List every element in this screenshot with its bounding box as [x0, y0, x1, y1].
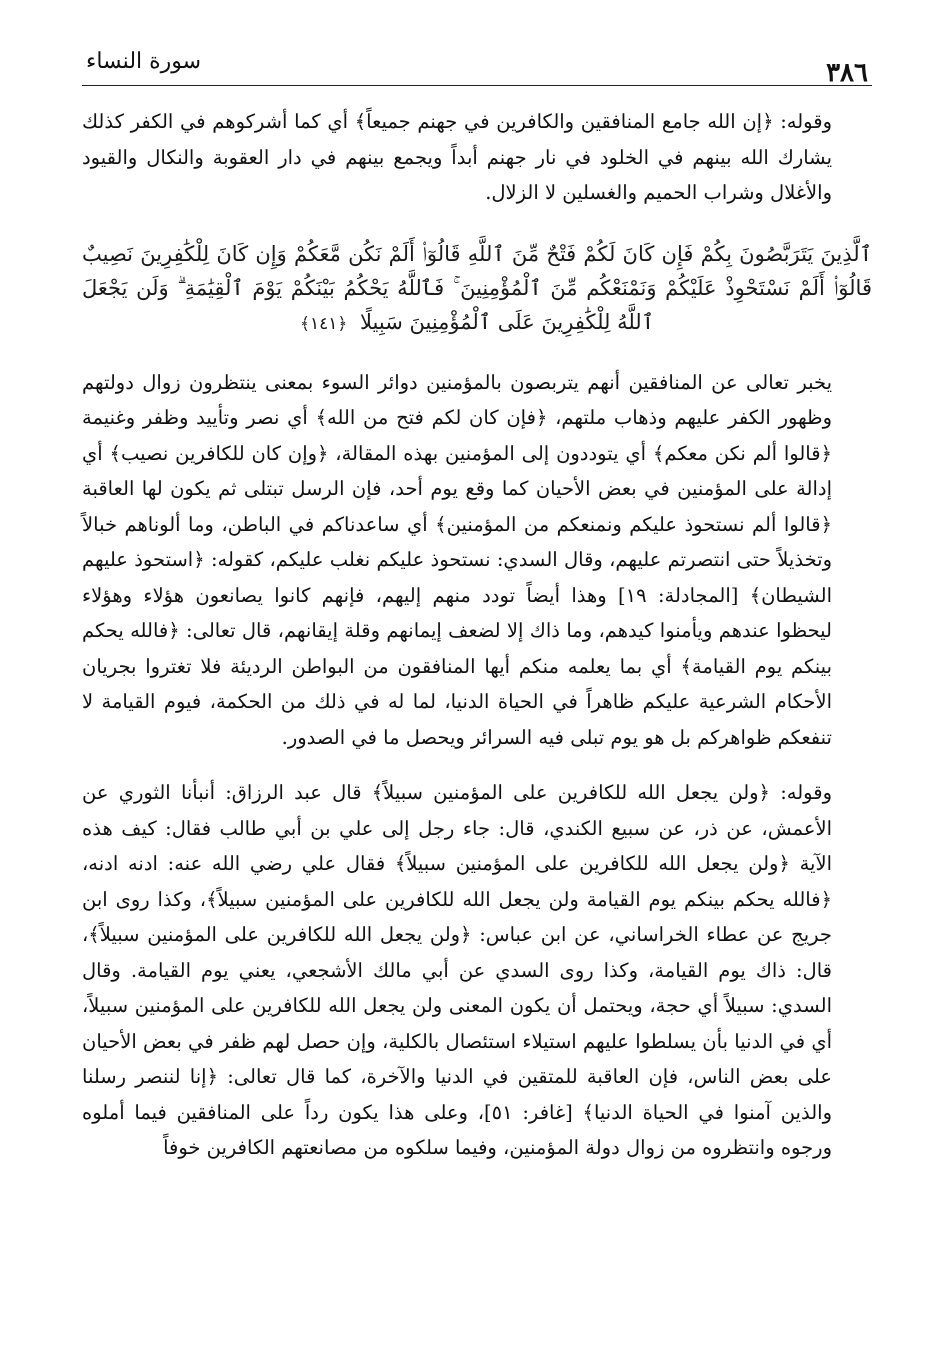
header-divider — [82, 85, 872, 86]
book-page — [82, 40, 872, 1166]
surah-title: سورة النساء — [86, 49, 202, 74]
commentary-paragraph-2: يخبر تعالى عن المنافقين أنهم يتربصون بالمؤمنين دوائر السوء بمعنى ينتظرون زوال دولتهم وظهور الكفر عليهم وذهاب ملتهم، ﴿فإن كان لكم فتح من الله﴾ أي نصر وتأييد وظفر وغنيمة ﴿قالوا ألم نكن معكم﴾ أي يتوددون إلى المؤمنين بهذه المقالة، ﴿وإن كان للكافرين نصيب﴾ أي إدالة على المؤمنين في بعض الأحيان كما وقع يوم أحد، فإن الرسل تبتلى ثم يكون لها العاقبة ﴿قالوا ألم نستحوذ عليكم ونمنعكم من المؤمنين﴾ أي ساعدناكم في الباطن، وما ألوناهم خبالاً وتخذيلاً حتى انتصرتم عليهم، وقال السدي: نستحوذ عليكم نغلب عليكم، كقوله: ﴿استحوذ عليهم الشيطان﴾ [المجادلة: ١٩] وهذا أيضاً تودد منهم إليهم، فإنهم كانوا يصانعون هؤلاء وهؤلاء ليحظوا عندهم ويأمنوا كيدهم، وما ذاك إلا لضعف إيمانهم وقلة إيقانهم، قال تعالى: ﴿فالله يحكم بينكم يوم القيامة﴾ أي بما يعلمه منكم أيها المنافقون من البواطن الرديئة فلا تغتروا بجريان الأحكام الشرعية عليكم ظاهراً في الحياة الدنيا، لما له في ذلك من الحكمة، فيوم القيامة لا تنفعكم ظواهركم بل هو يوم تبلى فيه السرائر ويحصل ما في الصدور. — [82, 370, 833, 749]
commentary-paragraph-3: وقوله: ﴿ولن يجعل الله للكافرين على المؤمنين سبيلاً﴾ قال عبد الرزاق: أنبأنا الثوري عن الأعمش، عن ذر، عن سبيع الكندي، قال: جاء رجل إلى علي بن أبي طالب فقال: كيف هذه الآية ﴿ولن يجعل الله للكافرين على المؤمنين سبيلاً﴾ فقال علي رضي الله عنه: ادنه ادنه، ﴿فالله يحكم بينكم يوم القيامة ولن يجعل الله للكافرين على المؤمنين سبيلاً﴾، وكذا روى ابن جريج عن عطاء الخراساني، عن ابن عباس: ﴿ولن يجعل الله للكافرين على المؤمنين سبيلاً﴾، قال: ذاك يوم القيامة، وكذا روى السدي عن أبي مالك الأشجعي، يعني يوم القيامة. وقال السدي: سبيلاً أي حجة، ويحتمل أن يكون المعنى ولن يجعل الله للكافرين على المؤمنين سبيلاً، أي في الدنيا بأن يسلطوا عليهم استيلاء استئصال بالكلية، وإن حصل لهم ظفر في بعض الأحيان على بعض الناس، فإن العاقبة للمتقين في الدنيا والآخرة، كما قال تعالى: ﴿إنا لننصر رسلنا والذين آمنوا في الحياة الدنيا﴾ [غافر: ٥١]، وعلى هذا يكون رداً على المنافقين فيما أملوه ورجوه وانتظروه من زوال دولة المؤمنين، وفيما سلكوه من مصانعتهم الكافرين خوفاً — [82, 781, 832, 1159]
commentary-paragraph-1: وقوله: ﴿إن الله جامع المنافقين والكافرين في جهنم جميعاً﴾ أي كما أشركوهم في الكفر كذلك يشارك الله بينهم في الخلود في نار جهنم أبداً ويجمع بينهم في دار العقوبة والنكال والقيود والأغلال وشراب الحميم والغسلين لا الزلال. — [82, 110, 832, 204]
quran-verse-block — [82, 237, 872, 341]
page-number: ٣٨٦ — [826, 58, 868, 88]
quran-verse-text: ٱلَّذِينَ يَتَرَبَّصُونَ بِكُمْ فَإِن كَانَ لَكُمْ فَتْحٌ مِّنَ ٱللَّهِ قَالُوٓا۟ أَلَمْ نَكُن مَّعَكُمْ وَإِن كَانَ لِلْكَٰفِرِينَ نَصِيبٌ قَالُوٓا۟ أَلَمْ نَسْتَحْوِذْ عَلَيْكُمْ وَنَمْنَعْكُم مِّنَ ٱلْمُؤْمِنِينَ ۚ فَٱللَّهُ يَحْكُمُ بَيْنَكُمْ يَوْمَ ٱلْقِيَٰمَةِ ۗ وَلَن يَجْعَلَ ٱللَّهُ لِلْكَٰفِرِينَ عَلَى ٱلْمُؤْمِنِينَ سَبِيلًا — [82, 241, 872, 334]
page-header — [82, 40, 872, 86]
ayah-number-marker: ﴿١٤١﴾ — [299, 313, 348, 334]
